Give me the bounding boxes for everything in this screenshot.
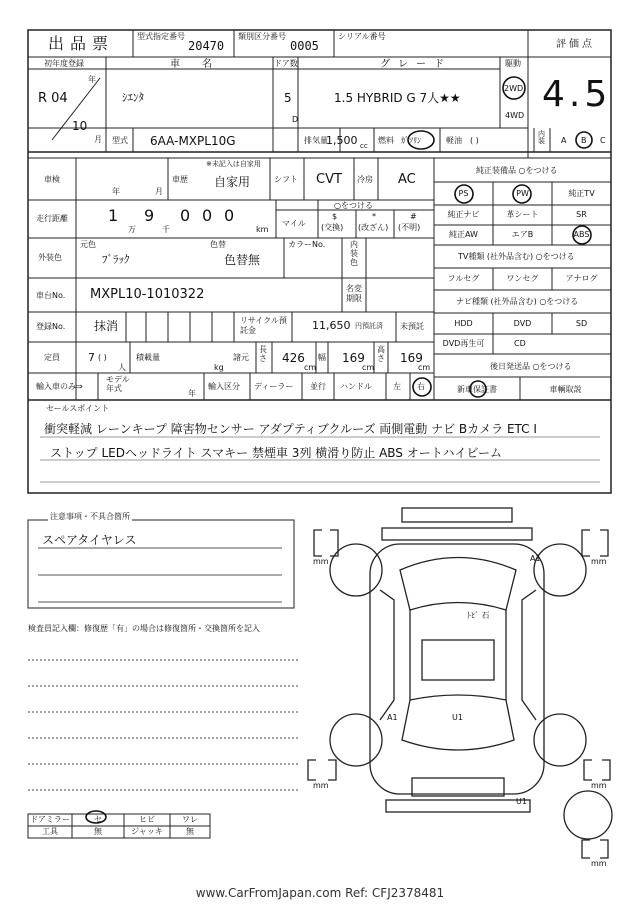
docs-warranty: 新車保証書 xyxy=(457,385,497,394)
tamper-label: (改ざん) xyxy=(358,223,389,232)
mileage-digit-5: 0 xyxy=(224,206,235,225)
door-type: D xyxy=(292,115,299,124)
shift-label: シフト xyxy=(274,175,298,184)
doors-label: ドア数 xyxy=(274,59,298,68)
cd-label: CD xyxy=(514,339,526,348)
interior-c: C xyxy=(600,136,606,145)
capacity-paren: ( ) xyxy=(98,353,107,362)
tv-title: TV種類 (社外品含む) ○をつける xyxy=(458,252,575,261)
mm-front-right: mm xyxy=(591,557,607,566)
damage-mark-u1-bumper: U1 xyxy=(516,797,527,806)
damage-mark-u1-rear: U1 xyxy=(452,713,463,722)
length-value: 426 xyxy=(282,351,305,365)
type-value: 6AA-MXPL10G xyxy=(150,134,236,148)
notes-line-1: スペアタイヤレス xyxy=(42,533,137,547)
recycle-value: 11,650 xyxy=(312,319,351,332)
equip-sr: SR xyxy=(576,210,587,219)
dim-label: 諸元 xyxy=(233,353,249,362)
tv-fullseg: フルセグ xyxy=(447,274,480,283)
chassis-label: 車台No. xyxy=(36,291,66,300)
serial-label: シリアル番号 xyxy=(338,32,386,41)
sales-point-line-1: 衝突軽減 レーンキープ 障害物センサー アダプティブクルーズ 両側電動 ナビ Bカメラ ETC I xyxy=(44,422,537,436)
category-label: 類別区分番号 xyxy=(238,32,286,41)
mm-front-left: mm xyxy=(313,557,329,566)
car-name-label: 車名 xyxy=(170,59,234,70)
drive-label: 駆動 xyxy=(505,59,521,68)
reg-month: 10 xyxy=(72,119,88,133)
mirror-label: ドアミラー xyxy=(30,815,70,824)
fuel-label: 燃料 xyxy=(378,136,394,145)
displacement-value: 1,500 xyxy=(326,134,358,147)
docs-manual: 車輌取説 xyxy=(549,385,582,394)
height-value: 169 xyxy=(400,351,423,365)
grade-score-label: 評価点 xyxy=(556,39,595,50)
displacement-label: 排気量 xyxy=(304,136,328,145)
equip-leather: 革シート xyxy=(506,210,539,219)
height-cm: cm xyxy=(418,363,431,372)
exchange-label: (交換) xyxy=(321,223,344,232)
interior-label: 内装 xyxy=(538,130,545,145)
length-label: 長さ xyxy=(259,345,267,363)
grade-score: 4.5 xyxy=(542,74,612,115)
mm-rear-left: mm xyxy=(313,781,329,790)
width-cm: cm xyxy=(362,363,375,372)
ac-value: AC xyxy=(398,172,416,187)
damage-mark-a1-rear: A1 xyxy=(387,713,398,722)
handle-label: ハンドル xyxy=(340,382,372,391)
registration-deadline-label: 名変期限 xyxy=(346,284,362,303)
nav-dvd: DVD xyxy=(513,319,532,328)
width-value: 169 xyxy=(342,351,365,365)
sales-point-label: セールスポイント xyxy=(46,404,110,413)
year-label: 年 xyxy=(88,75,96,84)
import-dealer: ディーラー xyxy=(254,382,294,391)
color-change-value: 色替無 xyxy=(224,253,261,267)
watermark: www.CarFromJapan.com Ref: CFJ2378481 xyxy=(195,886,445,900)
mileage-circle-note: ○をつける xyxy=(334,201,373,210)
mm-spare: mm xyxy=(591,859,607,868)
grade-name: 1.5 HYBRID G 7人★★ xyxy=(334,91,461,105)
category-value: 0005 xyxy=(290,39,319,53)
original-color-label: 元色 xyxy=(80,240,96,249)
ac-label: 冷房 xyxy=(357,175,373,184)
mileage-digit-2: 9 xyxy=(144,206,155,225)
interior-a: A xyxy=(561,136,567,145)
import-class-label: 輸入区分 xyxy=(208,382,240,391)
model-designation-value: 20470 xyxy=(188,39,225,53)
chassis-value: MXPL10-1010322 xyxy=(90,287,205,302)
fuel-other: ( ) xyxy=(470,136,479,145)
mm-rear-right: mm xyxy=(591,781,607,790)
jack-value: 無 xyxy=(186,827,194,836)
capacity-value: 7 xyxy=(88,351,95,364)
tv-analog: アナログ xyxy=(565,274,598,283)
interior-b: B xyxy=(581,136,587,145)
reg-year: R 04 xyxy=(38,91,68,106)
handle-right: 右 xyxy=(417,382,425,391)
mileage-sen: 千 xyxy=(162,225,170,234)
mileage-mile: マイル xyxy=(282,219,306,228)
load-label: 積載量 xyxy=(136,353,160,362)
month-label: 月 xyxy=(94,135,102,144)
width-label: 幅 xyxy=(318,353,326,362)
mileage-digit-1: 1 xyxy=(108,206,119,225)
recycle-unit: 円預託済 xyxy=(355,322,383,330)
grade-label: グレード xyxy=(380,59,452,70)
drive-2wd: 2WD xyxy=(504,84,524,93)
height-label: 高さ xyxy=(377,345,385,363)
import-label: 輸入車のみ⇒ xyxy=(36,382,83,391)
equip-tv: 純正TV xyxy=(568,189,595,198)
type-label: 型式 xyxy=(112,136,128,145)
interior-color-label: 内装色 xyxy=(350,240,358,267)
damage-mark-a1-front: A1 xyxy=(530,554,541,563)
mileage-digit-3: 0 xyxy=(180,206,191,225)
tamper-sym: * xyxy=(372,212,376,221)
drive-4wd: 4WD xyxy=(505,111,525,120)
nav-title: ナビ種類 (社外品含む) ○をつける xyxy=(456,297,579,306)
equip-pw: PW xyxy=(516,189,529,198)
break-label: ワレ xyxy=(182,815,198,824)
mileage-man: 万 xyxy=(128,225,136,234)
dvd-playable: DVD再生可 xyxy=(442,339,485,348)
shift-value: CVT xyxy=(316,172,342,187)
original-color-value: ﾌﾞﾗｯｸ xyxy=(102,253,130,266)
displacement-unit: cc xyxy=(360,142,368,150)
registration-value: 抹消 xyxy=(94,319,119,333)
equip-aw: 純正AW xyxy=(449,230,478,239)
equip-abs: ABS xyxy=(573,230,590,239)
exchange-sym: $ xyxy=(332,212,338,221)
model-year-unit: 年 xyxy=(188,389,196,398)
capacity-unit: 人 xyxy=(118,363,126,372)
recycle-label: リサイクル預託金 xyxy=(240,316,287,335)
nav-sd: SD xyxy=(575,319,588,328)
notes-label: 注意事項・不具合箇所 xyxy=(50,512,130,521)
history-value: 自家用 xyxy=(214,175,251,189)
equip-ps: PS xyxy=(458,189,469,198)
shaken-label: 車検 xyxy=(44,175,60,184)
first-reg-label: 初年度登録 xyxy=(44,59,84,68)
mileage-km: km xyxy=(256,225,269,234)
mirror-value: セ xyxy=(94,815,102,824)
fuel-gasoline: ｶﾞｿﾘﾝ xyxy=(401,136,421,145)
unknown-sym: # xyxy=(410,212,417,221)
nav-hdd: HDD xyxy=(454,319,473,328)
fuel-light-oil: 軽油 xyxy=(446,136,462,145)
mileage-digit-4: 0 xyxy=(202,206,213,225)
registration-label: 登録No. xyxy=(36,322,66,331)
damage-mark-chip: ﾄﾋﾞ 石 xyxy=(467,611,490,620)
color-change-label: 色替 xyxy=(210,240,226,249)
jack-label: ジャッキ xyxy=(131,827,163,836)
model-year-label: モデル年式 xyxy=(106,375,130,393)
shaken-month-label: 月 xyxy=(155,187,163,196)
capacity-label: 定員 xyxy=(44,353,60,362)
tools-label: 工具 xyxy=(42,827,58,836)
import-parallel: 並行 xyxy=(310,382,326,391)
recycle-unpaid: 未預託 xyxy=(400,322,424,331)
car-name: ｼｴﾝﾀ xyxy=(122,91,144,104)
car-damage-diagram xyxy=(308,508,612,858)
unknown-label: (不明) xyxy=(398,223,421,232)
history-label: 車歴 xyxy=(172,175,188,184)
equip-nav: 純正ナビ xyxy=(447,210,480,219)
tools-value: 無 xyxy=(94,827,102,836)
load-kg: kg xyxy=(214,363,224,372)
inspector-label: 検査員記入欄：修復歴「有」の場合は修復箇所・交換箇所を記入 xyxy=(28,624,260,633)
length-cm: cm xyxy=(304,363,317,372)
model-designation-label: 型式指定番号 xyxy=(137,32,185,41)
color-label: 外装色 xyxy=(38,253,62,262)
tv-oneseg: ワンセグ xyxy=(506,274,539,283)
handle-left: 左 xyxy=(393,382,401,391)
sales-point-line-2: ストップ LEDヘッドライト スマキー 禁煙車 3列 横滑り防止 ABS オートハイビーム xyxy=(50,446,503,460)
equip-airbag: エアB xyxy=(511,230,534,239)
mileage-label: 走行距離 xyxy=(36,214,68,223)
sheet-title: 出品票 xyxy=(48,34,115,53)
docs-title: 後日発送品 ○をつける xyxy=(490,362,572,371)
crack-label: ヒビ xyxy=(139,815,155,824)
color-no-label: カラーNo. xyxy=(288,240,326,249)
shaken-year-label: 年 xyxy=(112,187,120,196)
equipment-title: 純正装備品 ○をつける xyxy=(476,166,558,175)
doors-value: 5 xyxy=(284,91,292,105)
unregistered-note: ※未記入は自家用 xyxy=(206,160,261,168)
